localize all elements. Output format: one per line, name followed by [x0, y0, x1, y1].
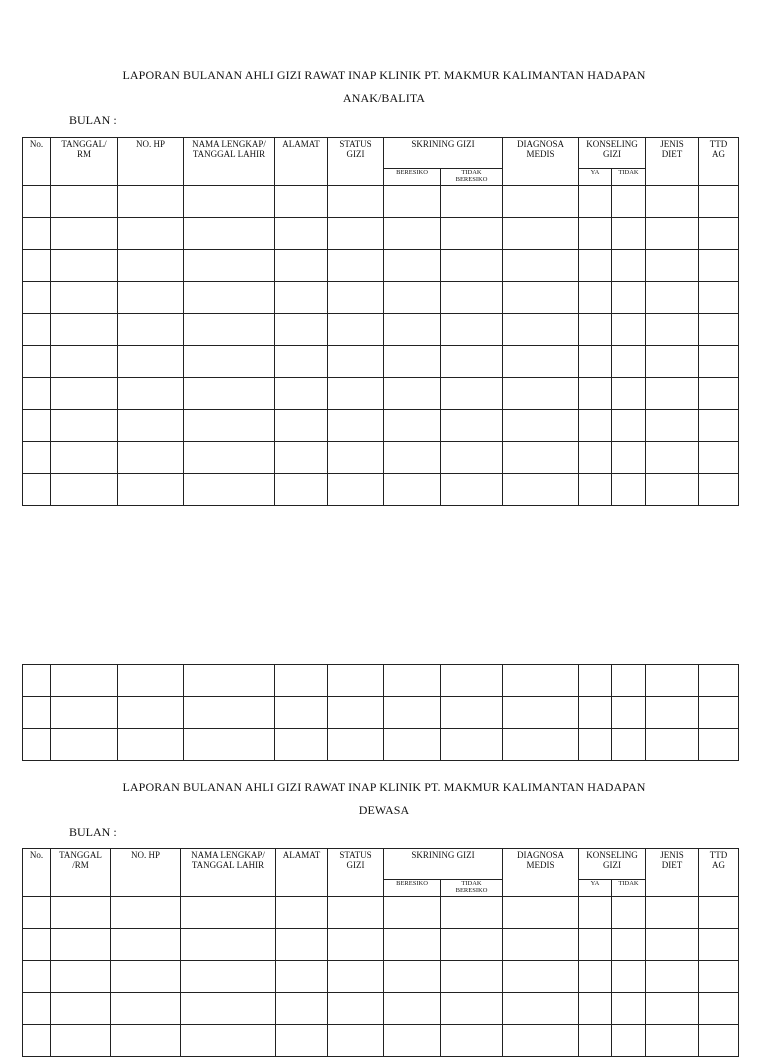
report-subtitle-anak: ANAK/BALITA: [342, 91, 426, 105]
col-header-skrining-gizi: SKRINING GIZI: [384, 849, 503, 880]
table-row: [23, 1025, 739, 1057]
table-cell[interactable]: [111, 961, 181, 993]
table-row: [23, 665, 739, 697]
table-cell[interactable]: [118, 218, 184, 250]
table-cell[interactable]: [646, 729, 699, 761]
table-cell[interactable]: [276, 993, 328, 1025]
table-cell[interactable]: [579, 665, 612, 697]
table-cell[interactable]: [384, 442, 441, 474]
table-cell[interactable]: [275, 218, 328, 250]
table-cell[interactable]: [612, 378, 646, 410]
table-cell[interactable]: [646, 665, 699, 697]
table-cell[interactable]: [646, 897, 699, 929]
table-row: [23, 378, 739, 410]
table-cell[interactable]: [579, 218, 612, 250]
table-cell[interactable]: [275, 378, 328, 410]
table-cell[interactable]: [579, 410, 612, 442]
table-cell[interactable]: [699, 410, 739, 442]
table-cell[interactable]: [276, 929, 328, 961]
table-cell[interactable]: [181, 1025, 276, 1057]
table-cell[interactable]: [118, 378, 184, 410]
table-cell[interactable]: [646, 442, 699, 474]
table-cell[interactable]: [503, 314, 579, 346]
table-cell[interactable]: [111, 993, 181, 1025]
table-cell[interactable]: [328, 665, 384, 697]
table-cell[interactable]: [579, 346, 612, 378]
table-cell[interactable]: [328, 442, 384, 474]
table-cell[interactable]: [23, 250, 51, 282]
table-cell[interactable]: [328, 961, 384, 993]
table-cell[interactable]: [612, 346, 646, 378]
table-cell[interactable]: [579, 729, 612, 761]
table-cell[interactable]: [441, 474, 503, 506]
table-cell[interactable]: [328, 1025, 384, 1057]
table-cell[interactable]: [646, 186, 699, 218]
table-cell[interactable]: [699, 378, 739, 410]
sub-header-beresiko: BERESIKO: [384, 880, 441, 897]
table-cell[interactable]: [441, 961, 503, 993]
table-cell[interactable]: [51, 961, 111, 993]
table-cell[interactable]: [328, 897, 384, 929]
table-cell[interactable]: [441, 186, 503, 218]
bulan-label-anak: BULAN :: [69, 113, 117, 127]
table-cell[interactable]: [612, 1025, 646, 1057]
table-cell[interactable]: [275, 665, 328, 697]
table-row: [23, 993, 739, 1025]
table-row: [23, 314, 739, 346]
table-cell[interactable]: [118, 282, 184, 314]
table-cell[interactable]: [23, 474, 51, 506]
col-header-nama: NAMA LENGKAP/ TANGGAL LAHIR: [181, 849, 276, 897]
table-cell[interactable]: [579, 314, 612, 346]
table-row: [23, 697, 739, 729]
table-cell[interactable]: [384, 665, 441, 697]
table-cell[interactable]: [23, 1025, 51, 1057]
col-header-ttd: TTD AG: [699, 849, 739, 897]
sub-header-beresiko: BERESIKO: [384, 169, 441, 186]
table-cell[interactable]: [118, 442, 184, 474]
table-cell[interactable]: [503, 697, 579, 729]
table-cell[interactable]: [181, 929, 276, 961]
table-cell[interactable]: [441, 897, 503, 929]
col-header-alamat: ALAMAT: [276, 849, 328, 897]
table-cell[interactable]: [699, 993, 739, 1025]
table-cell[interactable]: [699, 929, 739, 961]
table-cell[interactable]: [181, 897, 276, 929]
table-cell[interactable]: [579, 186, 612, 218]
table-row: [23, 410, 739, 442]
table-cell[interactable]: [111, 929, 181, 961]
table-cell[interactable]: [23, 218, 51, 250]
table-row: [23, 961, 739, 993]
table-cell[interactable]: [612, 314, 646, 346]
col-header-jenis-diet: JENIS DIET: [646, 849, 699, 897]
table-cell[interactable]: [579, 697, 612, 729]
table-cell[interactable]: [579, 993, 612, 1025]
table-cell[interactable]: [699, 282, 739, 314]
table-cell[interactable]: [699, 729, 739, 761]
table-cell[interactable]: [646, 250, 699, 282]
table-cell[interactable]: [384, 250, 441, 282]
table-cell[interactable]: [441, 442, 503, 474]
table-cell[interactable]: [441, 1025, 503, 1057]
bulan-label-dewasa: BULAN :: [69, 825, 117, 839]
table-cell[interactable]: [612, 410, 646, 442]
table-cell[interactable]: [503, 186, 579, 218]
table-cell[interactable]: [441, 346, 503, 378]
table-cell[interactable]: [111, 897, 181, 929]
table-cell[interactable]: [118, 346, 184, 378]
table-cell[interactable]: [184, 250, 275, 282]
table-cell[interactable]: [384, 346, 441, 378]
table-row: [23, 218, 739, 250]
table-cell[interactable]: [612, 218, 646, 250]
table-cell[interactable]: [275, 442, 328, 474]
table-cell[interactable]: [23, 378, 51, 410]
table-cell[interactable]: [51, 697, 118, 729]
table-cell[interactable]: [612, 993, 646, 1025]
col-header-jenis-diet: JENIS DIET: [646, 138, 699, 186]
table-cell[interactable]: [23, 282, 51, 314]
table-cell[interactable]: [699, 697, 739, 729]
table-cell[interactable]: [503, 218, 579, 250]
table-cell[interactable]: [184, 442, 275, 474]
table-cell[interactable]: [328, 697, 384, 729]
table-cell[interactable]: [503, 442, 579, 474]
table-cell[interactable]: [441, 929, 503, 961]
table-cell[interactable]: [646, 1025, 699, 1057]
table-cell[interactable]: [23, 897, 51, 929]
table-cell[interactable]: [441, 729, 503, 761]
sub-header-tidak-beresiko: TIDAK BERESIKO: [441, 880, 503, 897]
table-cell[interactable]: [612, 474, 646, 506]
table-cell[interactable]: [184, 729, 275, 761]
table-cell[interactable]: [328, 218, 384, 250]
table-cell[interactable]: [118, 410, 184, 442]
table-cell[interactable]: [503, 1025, 579, 1057]
table-cell[interactable]: [441, 218, 503, 250]
table-cell[interactable]: [441, 378, 503, 410]
col-header-no: No.: [23, 138, 51, 186]
table-cell[interactable]: [612, 961, 646, 993]
col-header-skrining-gizi: SKRINING GIZI: [384, 138, 503, 169]
table-row: [23, 729, 739, 761]
table-cell[interactable]: [51, 729, 118, 761]
table-cell[interactable]: [276, 961, 328, 993]
col-header-no-hp: NO. HP: [111, 849, 181, 897]
table-cell[interactable]: [328, 474, 384, 506]
table-row: [23, 186, 739, 218]
report-table-anak-continued: [22, 664, 739, 761]
col-header-konseling: KONSELING GIZI: [579, 138, 646, 169]
table-cell[interactable]: [503, 729, 579, 761]
table-cell[interactable]: [384, 993, 441, 1025]
table-cell[interactable]: [51, 897, 111, 929]
col-header-tanggal: TANGGAL /RM: [51, 849, 111, 897]
table-cell[interactable]: [51, 282, 118, 314]
col-header-no-hp: NO. HP: [118, 138, 184, 186]
table-cell[interactable]: [441, 697, 503, 729]
table-cell[interactable]: [328, 378, 384, 410]
table-cell[interactable]: [699, 665, 739, 697]
table-cell[interactable]: [646, 961, 699, 993]
table-cell[interactable]: [23, 697, 51, 729]
table-cell[interactable]: [51, 314, 118, 346]
table-cell[interactable]: [118, 250, 184, 282]
table-row: [23, 346, 739, 378]
table-cell[interactable]: [23, 346, 51, 378]
table-cell[interactable]: [111, 1025, 181, 1057]
table-cell[interactable]: [699, 442, 739, 474]
table-cell[interactable]: [23, 665, 51, 697]
table-cell[interactable]: [384, 378, 441, 410]
table-cell[interactable]: [276, 1025, 328, 1057]
table-cell[interactable]: [699, 250, 739, 282]
table-cell[interactable]: [612, 186, 646, 218]
table-cell[interactable]: [23, 410, 51, 442]
table-cell[interactable]: [118, 474, 184, 506]
table-cell[interactable]: [579, 474, 612, 506]
table-cell[interactable]: [51, 346, 118, 378]
table-cell[interactable]: [328, 186, 384, 218]
table-cell[interactable]: [503, 346, 579, 378]
table-row: [23, 897, 739, 929]
table-cell[interactable]: [51, 474, 118, 506]
table-cell[interactable]: [184, 314, 275, 346]
table-cell[interactable]: [441, 282, 503, 314]
table-cell[interactable]: [579, 282, 612, 314]
table-cell[interactable]: [646, 697, 699, 729]
table-cell[interactable]: [118, 665, 184, 697]
table-cell[interactable]: [384, 314, 441, 346]
table-cell[interactable]: [184, 697, 275, 729]
table-cell[interactable]: [441, 314, 503, 346]
table-cell[interactable]: [328, 282, 384, 314]
table-cell[interactable]: [612, 250, 646, 282]
table-cell[interactable]: [118, 186, 184, 218]
col-header-ttd: TTD AG: [699, 138, 739, 186]
report-title-dewasa: LAPORAN BULANAN AHLI GIZI RAWAT INAP KLINIK PT. MAKMUR KALIMANTAN HADAPAN: [122, 780, 646, 794]
report-subtitle-dewasa: DEWASA: [358, 803, 410, 817]
table-cell[interactable]: [276, 897, 328, 929]
table-cell[interactable]: [51, 1025, 111, 1057]
table-cell[interactable]: [118, 729, 184, 761]
table-cell[interactable]: [503, 474, 579, 506]
table-cell[interactable]: [51, 410, 118, 442]
table-cell[interactable]: [612, 897, 646, 929]
table-cell[interactable]: [384, 897, 441, 929]
table-cell[interactable]: [699, 897, 739, 929]
table-cell[interactable]: [384, 410, 441, 442]
table-cell[interactable]: [275, 410, 328, 442]
table-cell[interactable]: [503, 929, 579, 961]
col-header-status-gizi: STATUS GIZI: [328, 849, 384, 897]
table-cell[interactable]: [23, 729, 51, 761]
col-header-diagnosa: DIAGNOSA MEDIS: [503, 849, 579, 897]
table-cell[interactable]: [503, 250, 579, 282]
table-cell[interactable]: [646, 346, 699, 378]
table-cell[interactable]: [699, 314, 739, 346]
table-cell[interactable]: [503, 993, 579, 1025]
table-cell[interactable]: [184, 218, 275, 250]
table-cell[interactable]: [503, 378, 579, 410]
sub-header-tidak-beresiko: TIDAK BERESIKO: [441, 169, 503, 186]
sub-header-tidak: TIDAK: [612, 169, 646, 186]
col-header-konseling: KONSELING GIZI: [579, 849, 646, 880]
report-title-anak: LAPORAN BULANAN AHLI GIZI RAWAT INAP KLINIK PT. MAKMUR KALIMANTAN HADAPAN: [122, 68, 646, 82]
table-cell[interactable]: [328, 729, 384, 761]
table-cell[interactable]: [384, 729, 441, 761]
table-cell[interactable]: [612, 697, 646, 729]
table-cell[interactable]: [699, 961, 739, 993]
table-cell[interactable]: [646, 314, 699, 346]
table-cell[interactable]: [51, 993, 111, 1025]
table-cell[interactable]: [23, 993, 51, 1025]
table-cell[interactable]: [384, 186, 441, 218]
table-row: [23, 282, 739, 314]
table-cell[interactable]: [118, 314, 184, 346]
table-cell[interactable]: [384, 282, 441, 314]
table-cell[interactable]: [181, 993, 276, 1025]
col-header-nama: NAMA LENGKAP/ TANGGAL LAHIR: [184, 138, 275, 186]
table-cell[interactable]: [384, 474, 441, 506]
table-row: [23, 474, 739, 506]
table-cell[interactable]: [384, 697, 441, 729]
table-row: [23, 442, 739, 474]
table-cell[interactable]: [384, 961, 441, 993]
table-cell[interactable]: [503, 410, 579, 442]
table-cell[interactable]: [384, 929, 441, 961]
table-cell[interactable]: [441, 993, 503, 1025]
col-header-alamat: ALAMAT: [275, 138, 328, 186]
table-cell[interactable]: [275, 186, 328, 218]
table-cell[interactable]: [384, 1025, 441, 1057]
table-cell[interactable]: [275, 697, 328, 729]
table-cell[interactable]: [51, 378, 118, 410]
table-cell[interactable]: [441, 250, 503, 282]
table-cell[interactable]: [503, 665, 579, 697]
col-header-tanggal: TANGGAL/ RM: [51, 138, 118, 186]
table-cell[interactable]: [646, 993, 699, 1025]
table-cell[interactable]: [612, 665, 646, 697]
table-cell[interactable]: [612, 729, 646, 761]
table-cell[interactable]: [118, 697, 184, 729]
table-cell[interactable]: [51, 442, 118, 474]
table-cell[interactable]: [579, 378, 612, 410]
table-cell[interactable]: [23, 186, 51, 218]
table-cell[interactable]: [612, 442, 646, 474]
report-table-anak: [22, 137, 739, 506]
table-cell[interactable]: [51, 186, 118, 218]
table-cell[interactable]: [646, 410, 699, 442]
table-cell[interactable]: [646, 282, 699, 314]
table-cell[interactable]: [503, 282, 579, 314]
table-cell[interactable]: [699, 218, 739, 250]
report-table-dewasa: [22, 848, 739, 1057]
table-cell[interactable]: [699, 474, 739, 506]
table-cell[interactable]: [184, 474, 275, 506]
table-cell[interactable]: [579, 897, 612, 929]
table-cell[interactable]: [699, 1025, 739, 1057]
table-cell[interactable]: [23, 442, 51, 474]
table-cell[interactable]: [328, 250, 384, 282]
table-cell[interactable]: [275, 314, 328, 346]
table-cell[interactable]: [699, 186, 739, 218]
table-cell[interactable]: [23, 961, 51, 993]
table-row: [23, 250, 739, 282]
table-cell[interactable]: [384, 218, 441, 250]
col-header-diagnosa: DIAGNOSA MEDIS: [503, 138, 579, 186]
table-cell[interactable]: [441, 410, 503, 442]
table-cell[interactable]: [23, 314, 51, 346]
table-cell[interactable]: [441, 665, 503, 697]
table-cell[interactable]: [51, 250, 118, 282]
table-cell[interactable]: [646, 218, 699, 250]
table-cell[interactable]: [275, 282, 328, 314]
table-cell[interactable]: [328, 314, 384, 346]
table-cell[interactable]: [579, 250, 612, 282]
table-cell[interactable]: [646, 929, 699, 961]
table-cell[interactable]: [646, 474, 699, 506]
table-cell[interactable]: [184, 282, 275, 314]
table-cell[interactable]: [275, 250, 328, 282]
sub-header-tidak: TIDAK: [612, 880, 646, 897]
table-cell[interactable]: [612, 282, 646, 314]
sub-header-ya: YA: [579, 880, 612, 897]
col-header-status-gizi: STATUS GIZI: [328, 138, 384, 186]
table-cell[interactable]: [328, 929, 384, 961]
table-cell[interactable]: [328, 993, 384, 1025]
table-cell[interactable]: [503, 961, 579, 993]
table-cell[interactable]: [328, 410, 384, 442]
table-cell[interactable]: [275, 729, 328, 761]
table-cell[interactable]: [51, 665, 118, 697]
table-cell[interactable]: [51, 929, 111, 961]
table-cell[interactable]: [503, 897, 579, 929]
table-cell[interactable]: [579, 929, 612, 961]
table-cell[interactable]: [23, 929, 51, 961]
table-cell[interactable]: [328, 346, 384, 378]
table-cell[interactable]: [275, 474, 328, 506]
table-row: [23, 929, 739, 961]
table-cell[interactable]: [181, 961, 276, 993]
sub-header-ya: YA: [579, 169, 612, 186]
table-cell[interactable]: [184, 378, 275, 410]
table-cell[interactable]: [51, 218, 118, 250]
table-cell[interactable]: [612, 929, 646, 961]
table-cell[interactable]: [579, 1025, 612, 1057]
table-cell[interactable]: [184, 665, 275, 697]
table-cell[interactable]: [275, 346, 328, 378]
table-cell[interactable]: [579, 961, 612, 993]
table-cell[interactable]: [184, 346, 275, 378]
col-header-no: No.: [23, 849, 51, 897]
table-cell[interactable]: [579, 442, 612, 474]
table-cell[interactable]: [184, 186, 275, 218]
table-cell[interactable]: [699, 346, 739, 378]
table-cell[interactable]: [184, 410, 275, 442]
table-cell[interactable]: [646, 378, 699, 410]
